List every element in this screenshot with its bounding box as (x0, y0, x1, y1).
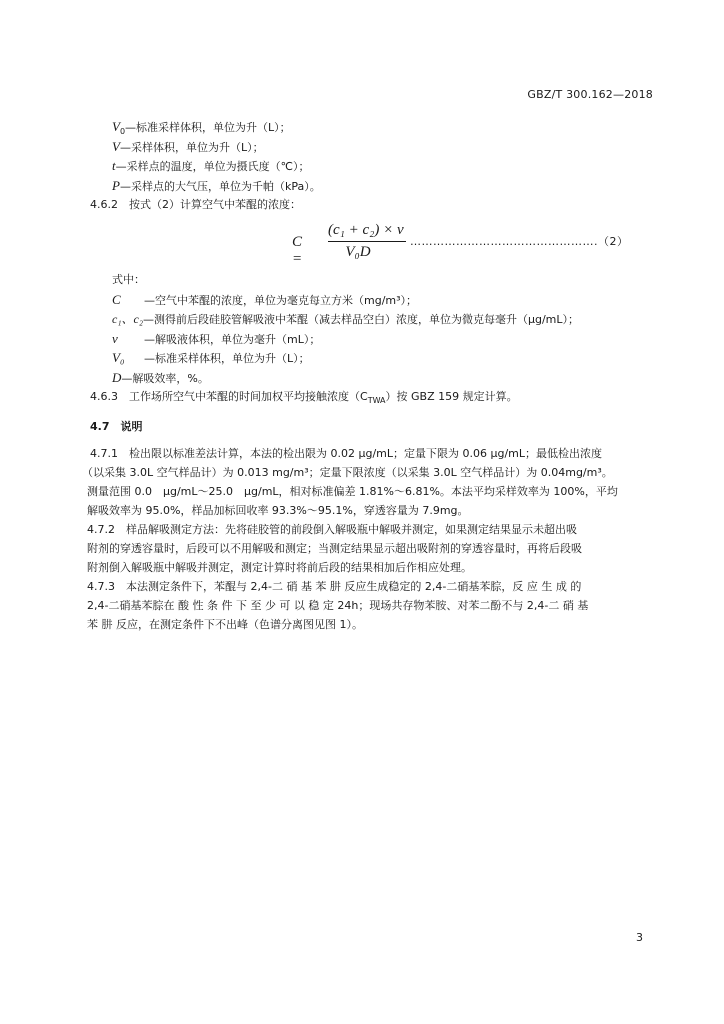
clause-4-7-2-line-1: 4.7.2 样品解吸测定方法：先将硅胶管的前段倒入解吸瓶中解吸并测定，如果测定结果显示未超出吸 (87, 523, 577, 536)
formula-denominator: V₀D (345, 244, 371, 260)
standard-number-header: GBZ/T 300.162—2018 (527, 88, 653, 101)
legend-intro: 式中： (112, 273, 145, 286)
formula-leader-dots: ………………………………………….（2） (410, 235, 629, 248)
legend-item-c: C —空气中苯醌的浓度，单位为毫克每立方米（mg/m³）； (112, 292, 418, 307)
clause-4-7-1-line-2: （以采集 3.0L 空气样品计）为 0.013 mg/m³；定量下限浓度（以采集 3.0L 空气样品计）为 0.04mg/m³。 (82, 466, 613, 479)
clause-4-7-2-line-2: 附剂的穿透容量时，后段可以不用解吸和测定；当测定结果显示超出吸附剂的穿透容量时，再将后段吸 (87, 542, 582, 555)
clause-4-7-1-line-1: 4.7.1 检出限以标准差法计算，本法的检出限为 0.02 μg/mL；定量下限为 0.06 μg/mL；最低检出浓度 (90, 447, 603, 460)
formula-numerator: (c₁ + c₂) × v (328, 222, 404, 238)
legend-item-d: D—解吸效率，%。 (112, 370, 209, 385)
formula-number: （2） (598, 235, 629, 248)
clause-4-7-1-line-4: 解吸效率为 95.0%，样品加标回收率 93.3%～95.1%，穿透容量为 7.9mg。 (87, 504, 469, 517)
clause-4-7-3-line-3: 苯 肼 反应，在测定条件下不出峰（色谱分离图见图 1）。 (87, 618, 363, 631)
formula-lhs: C = (292, 234, 303, 267)
section-4-7-heading: 4.7 说明 (90, 420, 143, 433)
legend-item-t: t—采样点的温度，单位为摄氏度（℃）； (112, 158, 310, 173)
legend-item-v0: $V_0—$标准采样体积，单位为升（L）； (112, 119, 291, 136)
legend-item-v: V—采样体积，单位为升（L）； (112, 139, 264, 154)
formula-fraction (328, 222, 404, 261)
clause-4-7-3-line-2: 2,4-二硝基苯腙在 酸 性 条 件 下 至 少 可 以 稳 定 24h；现场共存物苯胺、对苯二酚不与 2,4-二 硝 基 (87, 599, 589, 612)
clause-4-7-1-line-3: 测量范围 0.0 μg/mL～25.0 μg/mL，相对标准偏差 1.81%～6.81%。本法平均采样效率为 100%，平均 (87, 485, 618, 498)
fraction-bar (328, 241, 406, 242)
legend-item-p: P—采样点的大气压，单位为千帕（kPa）。 (112, 178, 321, 193)
clause-4-7-2-line-3: 附剂倒入解吸瓶中解吸并测定，测定计算时将前后段的结果相加后作相应处理。 (87, 561, 472, 574)
legend-item-v-small: v —解吸液体积，单位为毫升（mL）； (112, 331, 321, 346)
clause-4-6-3: 4.6.3 工作场所空气中苯醌的时间加权平均接触浓度$(C_{TWA})$按 GBZ 159 规定计算。 (90, 390, 518, 405)
clause-4-7-3-line-1: 4.7.3 本法测定条件下，苯醌与 2,4-二 硝 基 苯 肼 反应生成稳定的 2,4-二硝基苯腙，反 应 生 成 的 (87, 580, 582, 593)
page-number: 3 (636, 931, 643, 944)
legend-item-c1c2: c₁、c₂—测得前后段硅胶管解吸液中苯醌（减去样品空白）浓度，单位为微克每毫升（μg/mL）； (112, 312, 580, 326)
clause-4-6-2: 4.6.2 按式（2）计算空气中苯醌的浓度： (90, 198, 301, 211)
legend-item-v0-b: V₀ —标准采样体积，单位为升（L）； (112, 350, 310, 365)
